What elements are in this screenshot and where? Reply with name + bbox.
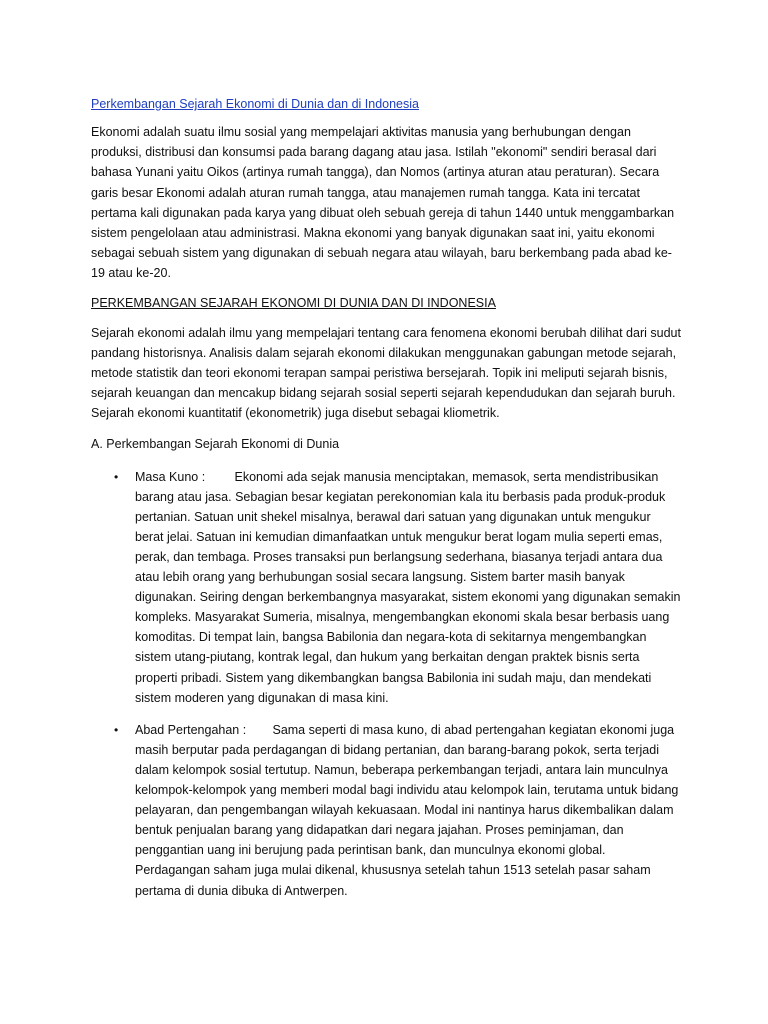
bullet-icon: •: [114, 469, 119, 484]
bullet-text: Ekonomi ada sejak manusia menciptakan, memasok, serta mendistribusikan barang atau jasa. Sebagian besar kegiatan perekonomian kala itu berbasis pada produk-produk pertanian. Satuan unit shekel misalnya, berawal dari satuan yang digunakan untuk mengukur berat jelai. Satuan ini kemudian dimanfaatkan untuk mengukur berat logam mulia seperti emas, perak, dan tembaga. Proses transaksi pun berlangsung sederhana, biasanya terjadi antara dua atau lebih orang yang berhubungan sosial secara langsung. Sistem barter masih banyak digunakan. Seiring dengan berkembangnya masyarakat, sistem ekonomi yang digunakan semakin kompleks. Masyarakat Sumeria, misalnya, mengembangkan ekonomi skala besar berbasis uang komoditas. Di tempat lain, bangsa Babilonia dan negara-kota di sekitarnya mengembangkan sistem utang-piutang, kontrak legal, dan hukum yang berkaitan dengan praktek bisnis serta properti pribadi. Sistem yang dikembangkan bangsa Babilonia ini sudah maju, dan mendekati sistem moderen yang digunakan di masa kini.: [135, 469, 681, 705]
bullet-term: Abad Pertengahan :: [135, 722, 247, 737]
document-page: [91, 95, 681, 913]
history-paragraph: Sejarah ekonomi adalah ilmu yang mempelajari tentang cara fenomena ekonomi berubah dilihat dari sudut pandang historisnya. Analisis dalam sejarah ekonomi dilakukan menggunakan gabungan metode sejarah, metode statistik dan teori ekonomi terapan sampai peristiwa bersejarah. Topik ini meliputi sejarah bisnis, sejarah keuangan dan mencakup bidang sejarah sosial seperti sejarah kependudukan dan sejarah buruh. Sejarah ekonomi kuantitatif (ekonometrik) juga disebut sebagai kliometrik.: [91, 325, 681, 421]
main-heading: PERKEMBANGAN SEJARAH EKONOMI DI DUNIA DAN DI INDONESIA: [91, 295, 496, 310]
section-a-heading: A. Perkembangan Sejarah Ekonomi di Dunia: [91, 436, 340, 451]
list-item: [91, 467, 681, 708]
bullet-text: Sama seperti di masa kuno, di abad pertengahan kegiatan ekonomi juga masih berputar pada perdagangan di bidang pertanian, dan barang-barang pokok, serta terjadi dalam kelompok sosial tertutup. Namun, beberapa perkembangan terjadi, antara lain munculnya kelompok-kelompok yang memberi modal bagi individu atau kelompok lain, terutama untuk bidang pelayaran, dan pengembangan wilayah kekuasaan. Modal ini nantinya harus dikembalikan dalam bentuk penjualan barang yang didapatkan dari negara jajahan. Proses peminjaman, dan penggantian uang ini berujung pada perintisan bank, dan munculnya ekonomi global. Perdagangan saham juga mulai dikenal, khususnya setelah tahun 1513 setelah pasar saham pertama di dunia dibuka di Antwerpen.: [135, 722, 679, 898]
list-item: [91, 720, 681, 901]
bullet-list: [91, 467, 681, 901]
title-link[interactable]: Perkembangan Sejarah Ekonomi di Dunia dan di Indonesia: [91, 97, 419, 111]
bullet-term: Masa Kuno :: [135, 469, 206, 484]
intro-paragraph: Ekonomi adalah suatu ilmu sosial yang mempelajari aktivitas manusia yang berhubungan dengan produksi, distribusi dan konsumsi pada barang dagang atau jasa. Istilah "ekonomi" sendiri berasal dari bahasa Yunani yaitu Oikos (artinya rumah tangga), dan Nomos (artinya aturan atau peraturan). Secara garis besar Ekonomi adalah aturan rumah tangga, atau manajemen rumah tangga. Kata ini tercatat pertama kali digunakan pada karya yang dibuat oleh sebuah gereja di tahun 1440 untuk menggambarkan sistem pengelolaan atau administrasi. Makna ekonomi yang banyak digunakan saat ini, yaitu ekonomi sebagai sebuah sistem yang digunakan di sebuah negara atau wilayah, baru berkembang pada abad ke-19 atau ke-20.: [91, 125, 675, 281]
bullet-icon: •: [114, 722, 119, 737]
